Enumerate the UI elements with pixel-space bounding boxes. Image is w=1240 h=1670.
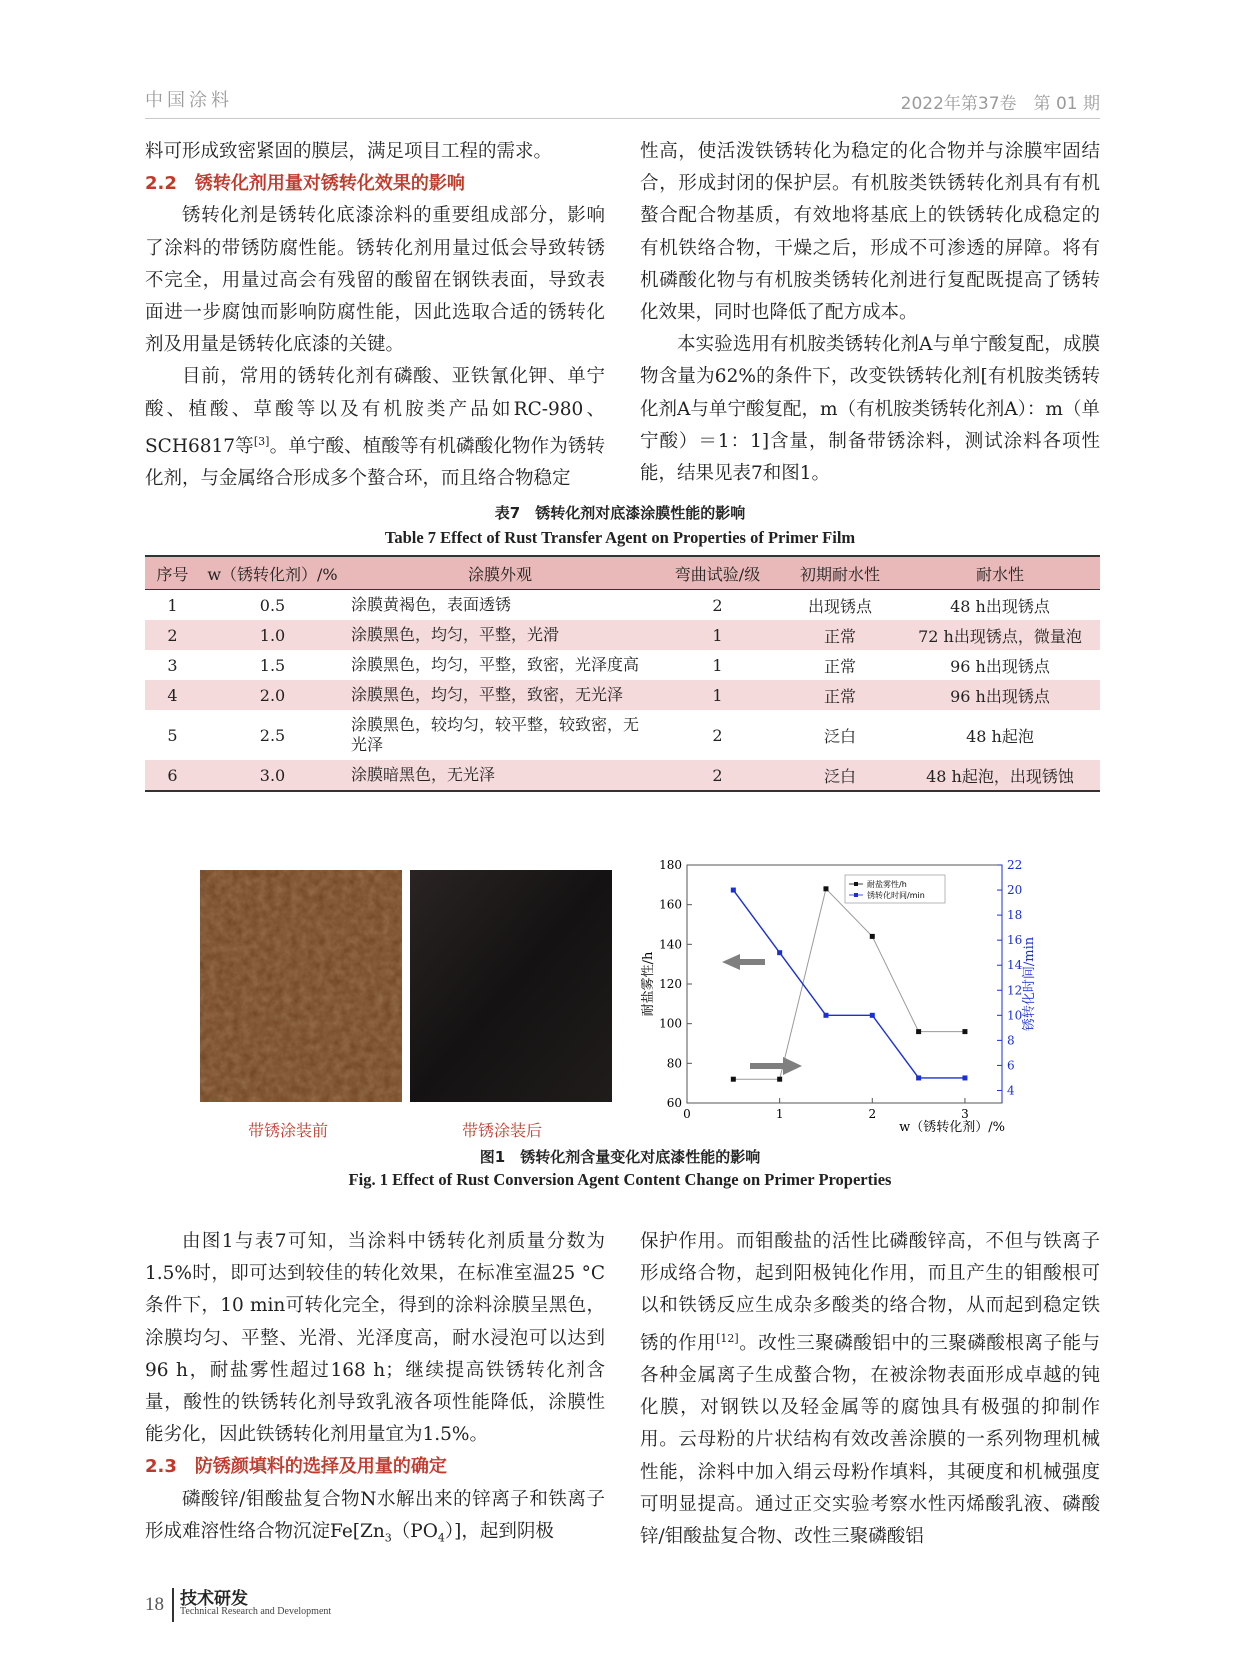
citation-ref: [3]	[253, 434, 270, 448]
table-cell: 涂膜黄褐色，表面透锈	[351, 595, 512, 614]
table-cell: 72 h出现锈点，微量泡	[900, 620, 1100, 650]
table-row	[145, 620, 1100, 650]
figure-caption-cn: 图1 锈转化剂含量变化对底漆性能的影响	[479, 1148, 761, 1166]
table-caption-en: Table 7 Effect of Rust Transfer Agent on Properties of Primer Film	[384, 528, 856, 547]
y-right-tick-label: 14	[1007, 958, 1023, 973]
table-cell: 2	[712, 725, 723, 745]
x-tick-label: 2	[868, 1107, 877, 1121]
column-header: 涂膜外观	[345, 556, 655, 590]
paragraph: 锈转化剂是锈转化底漆涂料的重要组成部分，影响了涂料的带锈防腐性能。锈转化剂用量过低会导致转锈不完全，用量过高会有残留的酸留在钢铁表面，导致表面进一步腐蚀而影响防腐性能，因此选取合适的锈转化剂及用量是锈转化底漆的关键。	[145, 205, 605, 356]
legend-label: 耐盐雾性/h	[867, 880, 907, 889]
rusty-panel-photo	[200, 870, 402, 1102]
coated-panel-photo	[410, 870, 612, 1102]
table-cell: 泛白	[823, 726, 856, 746]
y-right-tick-label: 20	[1007, 883, 1023, 898]
plot-frame	[687, 865, 1002, 1103]
table-cell: 涂膜黑色，较均匀，较平整，较致密，无光泽	[351, 715, 640, 754]
legend-swatch-marker	[854, 893, 858, 897]
right-column-bottom	[640, 1226, 1100, 1553]
paragraph	[640, 1226, 1100, 1553]
y-left-tick-label: 140	[659, 937, 682, 952]
rust-texture	[200, 870, 402, 1102]
table-row	[145, 590, 1100, 621]
table-7	[145, 555, 1100, 792]
table-row	[145, 760, 1100, 791]
paragraph: 料可形成致密紧固的膜层，满足项目工程的需求。	[145, 141, 553, 162]
data-point	[823, 1013, 828, 1018]
footer-section-en: Technical Research and Development	[180, 1606, 332, 1617]
y-right-tick-label: 22	[1007, 858, 1023, 872]
data-point	[777, 950, 782, 955]
y-left-tick-label: 80	[666, 1056, 682, 1071]
table-cell: 2	[145, 620, 200, 650]
section-heading-2-3: 2.3 防锈颜填料的选择及用量的确定	[145, 1456, 447, 1478]
table-cell: 涂膜黑色，均匀，平整，光滑	[345, 620, 655, 650]
legend-swatch-marker	[854, 882, 858, 886]
table-cell: 出现锈点	[807, 596, 872, 616]
table-cell: 4	[145, 680, 200, 710]
text-run: 保护作用。而钼酸盐的活性比磷酸锌高，不但与铁离子形成络合物，起到阳极钝化作用，而且产生的钼酸根可以和铁锈反应生成杂多酸类的络合物，从而起到稳定铁锈的作用	[640, 1231, 1100, 1354]
table-cell: 2	[712, 595, 723, 615]
paragraph: 性高，使活泼铁锈转化为稳定的化合物并与涂膜牢固结合，形成封闭的保护层。有机胺类铁锈转化剂具有有机螯合配合物基质，有效地将基底上的铁锈转化成稳定的有机铁络合物，干燥之后，形成不可渗透的屏障。将有机磷酸化物与有机胺类锈转化剂进行复配既提高了锈转化效果，同时也降低了配方成本。	[640, 141, 1100, 324]
left-column-top	[145, 136, 605, 495]
footer-divider	[172, 1588, 174, 1622]
table-cell: 正常	[823, 656, 856, 676]
y-right-tick-label: 16	[1007, 933, 1023, 948]
y-right-tick-label: 6	[1007, 1058, 1015, 1073]
table-row	[145, 650, 1100, 680]
left-pointing-arrow-icon	[722, 954, 765, 970]
legend-label: 锈转化时间/min	[867, 891, 925, 900]
text-run: 。单宁酸、植酸等有机磷酸化物作为锈转化剂，与金属络合形成多个螯合环，而且络合物稳定	[145, 435, 605, 490]
table-cell: 2.0	[200, 680, 345, 710]
text-run: 目前，常用的锈转化剂有磷酸、亚铁氰化钾、单宁酸、植酸、草酸等以及有机胺类产品如RC-980、SCH6817等	[145, 366, 605, 457]
data-point	[731, 888, 736, 893]
dual-axis-line-chart	[630, 855, 1050, 1140]
y-axis-right-label: 锈转化时间/min	[1022, 936, 1037, 1032]
chart-marks	[659, 858, 1023, 1121]
table-cell: 2.5	[259, 725, 286, 745]
y-right-tick-label: 10	[1007, 1008, 1023, 1023]
table-cell: 48 h起泡，出现锈蚀	[900, 760, 1100, 791]
footer-section-cn: 技术研发	[180, 1589, 248, 1609]
figure-caption-en: Fig. 1 Effect of Rust Conversion Agent Content Change on Primer Properties	[348, 1170, 892, 1189]
photo-label-before: 带锈涂装前	[248, 1121, 329, 1140]
paragraph: 由图1与表7可知，当涂料中锈转化剂质量分数为1.5%时，即可达到较佳的转化效果，在标准室温25 °C条件下，10 min可转化完全，得到的涂料涂膜呈黑色，涂膜均匀、平整、光滑、光泽度高，耐水浸泡可以达到96 h，耐盐雾性超过168 h；继续提高铁锈转化剂含量，酸性的铁锈转化剂导致乳液各项性能降低，涂膜性能劣化，因此铁锈转化剂用量宜为1.5%。	[145, 1231, 605, 1446]
header-divider	[145, 118, 1100, 119]
table-row	[145, 710, 1100, 760]
table-cell: 3	[167, 655, 178, 675]
paragraph	[145, 361, 605, 495]
x-tick-label: 3	[961, 1107, 969, 1121]
table-cell: 1.5	[259, 655, 286, 675]
text-run: 。改性三聚磷酸铝中的三聚磷酸根离子能与各种金属离子生成螯合物，在被涂物表面形成卓越的钝化膜，对钢铁以及轻金属等的腐蚀具有极强的抑制作用。云母粉的片状结构有效改善涂膜的一系列物理机械性能，涂料中加入绢云母粉作填料，其硬度和机械强度可明显提高。通过正交实验考察水性丙烯酸乳液、磷酸锌/钼酸盐复合物、改性三聚磷酸铝	[640, 1332, 1100, 1547]
y-axis-left-label: 耐盐雾性/h	[641, 951, 656, 1017]
table-cell: 5	[167, 725, 178, 745]
x-tick-label: 0	[683, 1107, 691, 1121]
table-cell: 1	[712, 655, 723, 675]
text-run: ）]，起到阴极	[444, 1520, 554, 1542]
y-left-tick-label: 60	[666, 1096, 682, 1110]
issue-info: 2022年第37卷 第 01 期	[900, 94, 1100, 114]
page-number: 18	[145, 1594, 164, 1615]
x-tick-label: 1	[775, 1107, 784, 1121]
table-cell: 涂膜黑色，均匀，平整，致密，光泽度高	[351, 655, 640, 674]
data-point	[870, 934, 875, 939]
column-header: w（锈转化剂）/%	[200, 556, 345, 590]
y-left-tick-label: 120	[659, 977, 682, 991]
y-right-tick-label: 8	[1007, 1033, 1015, 1048]
table-cell: 正常	[780, 680, 900, 710]
table-header-row	[145, 556, 1100, 590]
y-left-tick-label: 100	[659, 1016, 682, 1031]
data-point	[870, 1013, 875, 1018]
journal-name: 中国涂料	[145, 90, 233, 111]
table-cell: 6	[145, 760, 200, 791]
table-cell: 泛白	[780, 760, 900, 791]
table-cell: 0.5	[259, 595, 286, 615]
table-cell: 48 h起泡	[966, 726, 1034, 746]
y-right-tick-label: 18	[1007, 908, 1023, 923]
column-header: 序号	[145, 556, 200, 590]
table-caption-cn: 表7 锈转化剂对底漆涂膜性能的影响	[494, 504, 746, 522]
table-cell: 1.0	[200, 620, 345, 650]
table-cell: 正常	[780, 620, 900, 650]
right-column-top	[640, 136, 1100, 490]
y-right-tick-label: 4	[1007, 1083, 1015, 1098]
subscript: 3	[384, 1531, 392, 1545]
table-cell: 96 h出现锈点	[900, 680, 1100, 710]
text-run: （PO	[391, 1520, 438, 1542]
right-pointing-arrow-icon	[750, 1057, 802, 1075]
x-axis-label: w（锈转化剂）/%	[899, 1120, 1005, 1135]
series-line	[733, 889, 965, 1079]
data-point	[823, 886, 828, 891]
column-header: 弯曲试验/级	[655, 556, 780, 590]
section-heading-2-2: 2.2 锈转化剂用量对锈转化效果的影响	[145, 173, 465, 195]
column-header: 耐水性	[900, 556, 1100, 590]
table-cell: 涂膜黑色，均匀，平整，致密，无光泽	[345, 680, 655, 710]
coated-surface	[410, 870, 612, 1102]
data-point	[916, 1075, 921, 1080]
text-run: 磷酸锌/钼酸盐复合物N水解出来的锌离子和铁离子形成难溶性络合物沉淀Fe[Zn	[145, 1488, 605, 1542]
table-cell: 3.0	[200, 760, 345, 791]
table-cell: 1	[167, 595, 178, 615]
photo-label-after: 带锈涂装后	[462, 1121, 543, 1140]
data-point	[916, 1029, 921, 1034]
left-column-bottom	[145, 1226, 605, 1555]
citation-ref: [12]	[716, 1331, 739, 1345]
table-cell: 96 h出现锈点	[950, 656, 1050, 676]
y-left-tick-label: 180	[659, 858, 682, 872]
table-cell: 1	[655, 680, 780, 710]
table-cell: 48 h出现锈点	[950, 596, 1050, 616]
data-point	[777, 1077, 782, 1082]
data-point	[962, 1029, 967, 1034]
series-line	[733, 890, 965, 1078]
paragraph: 本实验选用有机胺类锈转化剂A与单宁酸复配，成膜物含量为62%的条件下，改变铁锈转化剂[有机胺类锈转化剂A与单宁酸复配，m（有机胺类锈转化剂A）：m（单宁酸）＝1：1]含量，制备带锈涂料，测试涂料各项性能，结果见表7和图1。	[640, 334, 1100, 485]
data-point	[962, 1075, 967, 1080]
table-cell: 2	[655, 760, 780, 791]
y-left-tick-label: 160	[659, 897, 682, 912]
y-right-tick-label: 12	[1007, 983, 1023, 998]
data-point	[731, 1077, 736, 1082]
table-cell: 涂膜暗黑色，无光泽	[345, 760, 655, 791]
paragraph	[145, 1484, 605, 1555]
table-cell: 1	[655, 620, 780, 650]
table-row	[145, 680, 1100, 710]
column-header: 初期耐水性	[780, 556, 900, 590]
subscript: 4	[437, 1531, 445, 1545]
